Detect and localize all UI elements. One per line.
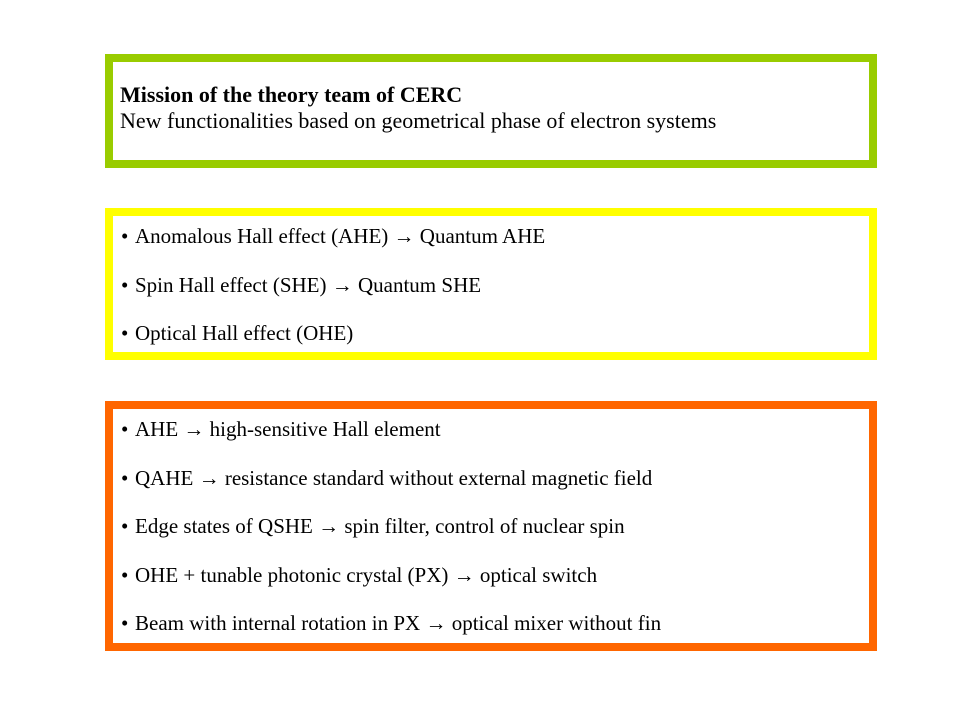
mission-panel bbox=[105, 54, 877, 168]
mission-title: Mission of the theory team of CERC bbox=[120, 82, 463, 107]
bullet-icon: • bbox=[121, 465, 129, 490]
mission-subtitle: New functionalities based on geometrical phase of electron systems bbox=[120, 108, 717, 133]
list-item bbox=[121, 321, 869, 345]
applications-panel bbox=[105, 401, 877, 651]
list-item-text: Beam with internal rotation in PX → optical mixer without fin bbox=[135, 611, 662, 635]
list-item bbox=[121, 224, 869, 248]
applications-list bbox=[121, 417, 869, 635]
list-item-text: AHE → high-sensitive Hall element bbox=[135, 417, 441, 441]
bullet-icon: • bbox=[121, 611, 129, 635]
list-item-text: QAHE → resistance standard without external magnetic field bbox=[135, 465, 653, 490]
list-item bbox=[121, 563, 869, 587]
effects-panel bbox=[105, 208, 877, 360]
list-item-text: Spin Hall effect (SHE) → Quantum SHE bbox=[135, 272, 482, 297]
bullet-icon: • bbox=[121, 417, 129, 441]
bullet-icon: • bbox=[121, 514, 129, 538]
list-item bbox=[121, 466, 869, 490]
list-item bbox=[121, 514, 869, 538]
list-item bbox=[121, 611, 869, 635]
list-item-text: Edge states of QSHE → spin filter, control of nuclear spin bbox=[135, 514, 625, 538]
bullet-icon: • bbox=[121, 224, 129, 248]
list-item-text: Optical Hall effect (OHE) bbox=[135, 321, 354, 345]
bullet-icon: • bbox=[121, 272, 129, 297]
list-item bbox=[121, 417, 869, 441]
list-item-text: OHE + tunable photonic crystal (PX) → optical switch bbox=[135, 562, 598, 587]
list-item bbox=[121, 273, 869, 297]
bullet-icon: • bbox=[121, 562, 129, 587]
bullet-icon: • bbox=[121, 321, 129, 345]
effects-list bbox=[121, 224, 869, 345]
list-item-text: Anomalous Hall effect (AHE) → Quantum AHE bbox=[135, 224, 546, 248]
